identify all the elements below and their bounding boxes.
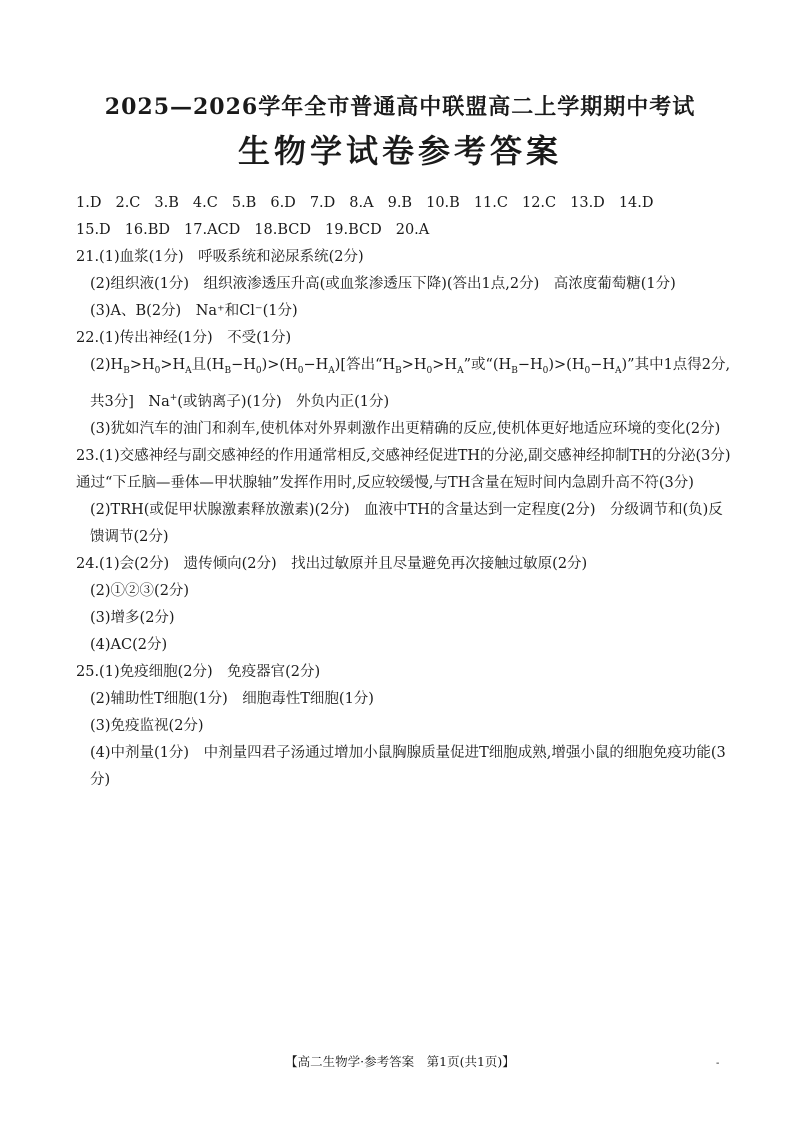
text-run: >H [160,357,186,373]
page-footer: 【高二生物学·参考答案 第1页(共1页)】 [285,1054,515,1069]
subscript: 0 [584,365,591,376]
q23-part2: (2)TRH(或促甲状腺激素释放激素)(2分) 血液中TH的含量达到一定程度(2分) 分级调节和(负)反馈调节(2分) [90,501,723,545]
mc-row-1 [76,190,736,217]
text-run: )[答出“H [334,357,396,373]
q25-part1: 25.(1)免疫细胞(2分) 免疫器官(2分) [76,663,321,680]
mc-row-2 [76,217,736,244]
answer-body [76,190,745,794]
mc-answer: 4.C [192,195,218,211]
mc-answer: 19.BCD [325,222,382,238]
corner-mark: - [716,1058,720,1069]
mc-answer: 13.D [570,195,605,211]
subscript: 0 [255,365,262,376]
subscript: 0 [154,365,161,376]
text-run: )”其中1点得2分,共3分] Na [90,357,731,410]
mc-answer: 12.C [521,195,557,211]
mc-answer: 20.A [395,222,430,238]
q25-part4: (4)中剂量(1分) 中剂量四君子汤通过增加小鼠胸腺质量促进T细胞成熟,增强小鼠的细胞免疫功能(3分) [90,744,726,788]
q24-part4: (4)AC(2分) [90,636,168,653]
text-run: >H [129,357,155,373]
text-run: −H [517,357,543,373]
q25-part3: (3)免疫监视(2分) [90,717,204,734]
q22-part1: 22.(1)传出神经(1分) 不受(1分) [76,330,292,346]
text-run: >H [432,357,458,373]
text-run: (2)H [90,357,124,373]
mc-answer: 7.D [309,195,336,211]
mc-answer: 15.D [76,222,111,238]
q23-part1: 23.(1)交感神经与副交感神经的作用通常相反,交感神经促进TH的分泌,副交感神经抑制TH的分泌(3分) 通过“下丘脑—垂体—甲状腺轴”发挥作用时,反应较缓慢,与TH含量在短时间内急剧升高不符(3分) [76,447,745,491]
subscript: B [395,365,402,376]
subscript: A [615,365,622,376]
q22-part2 [76,352,736,416]
superscript: + [169,392,178,403]
q24-part1: 24.(1)会(2分) 遗传倾向(2分) 找出过敏原并且尽量避免再次接触过敏原(2分) [76,555,588,572]
q21-part2: (2)组织液(1分) 组织液渗透压升高(或血浆渗透压下降)(答出1点,2分) 高浓度葡萄糖(1分) [90,276,676,292]
mc-answer: 17.ACD [184,222,241,238]
text-run: 且(H [191,357,225,373]
mc-answer: 10.B [426,195,460,211]
mc-answer: 16.BD [124,222,171,238]
text-run: −H [590,357,616,373]
document-title: 生物学试卷参考答案 [237,132,562,170]
subscript: 0 [542,365,549,376]
q21-part3: (3)A、B(2分) Na⁺和Cl⁻(1分) [90,303,298,319]
subscript: B [511,365,518,376]
mc-answer: 11.C [473,195,508,211]
mc-answer: 18.BCD [254,222,312,238]
mc-answer: 5.B [231,195,257,211]
q24-part2: (2)①②③(2分) [90,582,190,599]
q24-part3: (3)增多(2分) [90,609,175,626]
text-run: )>(H [548,357,585,373]
q21-part1: 21.(1)血浆(1分) 呼吸系统和泌尿系统(2分) [76,249,364,265]
q25-part2: (2)辅助性T细胞(1分) 细胞毒性T细胞(1分) [90,690,374,707]
mc-answer: 1.D [76,195,102,211]
mc-answer: 2.C [115,195,141,211]
mc-answer: 8.A [349,195,374,211]
text-run: ”或“(H [463,357,512,373]
subscript: 0 [297,365,304,376]
subscript: B [224,365,232,376]
mc-answer: 14.D [618,195,654,211]
subscript: A [328,365,335,376]
subscript: 0 [426,365,433,376]
mc-answer: 6.D [270,195,296,211]
subscript: A [185,365,192,376]
exam-title: 2025—2026学年全市普通高中联盟高二上学期期中考试 [104,94,696,120]
text-run: )>(H [261,357,298,373]
text-run: >H [401,357,427,373]
text-run: −H [303,357,329,373]
q22-part3: (3)犹如汽车的油门和刹车,使机体对外界刺激作出更精确的反应,使机体更好地适应环境的变化(2分) [90,420,721,437]
text-run: −H [231,357,256,373]
mc-answer: 3.B [154,195,179,211]
subscript: A [457,365,464,376]
mc-answer: 9.B [387,195,413,211]
subscript: B [123,365,130,376]
text-run: (或钠离子)(1分) 外负内正(1分) [177,393,390,410]
